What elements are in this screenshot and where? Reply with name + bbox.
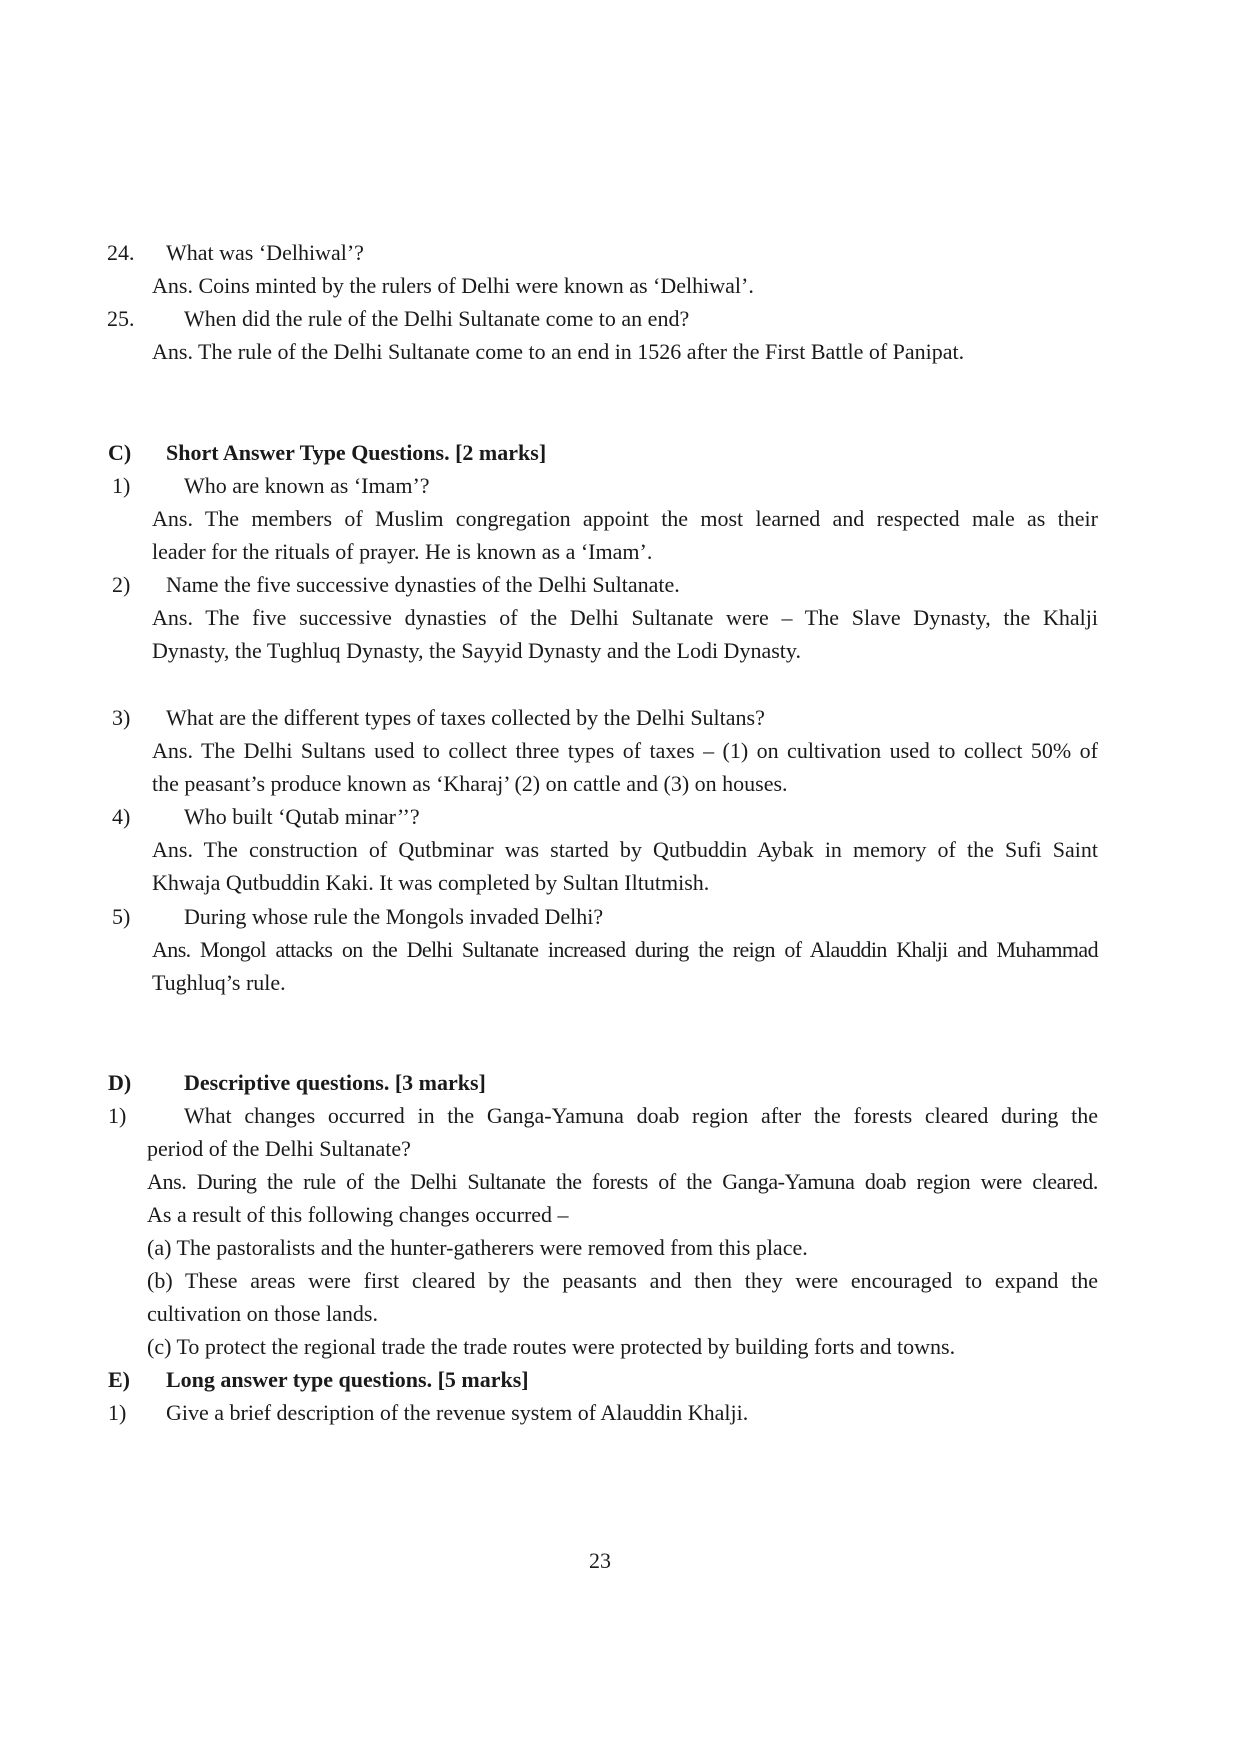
answer-text: (c) To protect the regional trade the trade routes were protected by building forts and towns. [147, 1334, 956, 1359]
section-title: Descriptive questions. [3 marks] [184, 1070, 486, 1095]
question-text: period of the Delhi Sultanate? [147, 1136, 411, 1161]
question-number: 5) [112, 904, 131, 929]
section-title: Long answer type questions. [5 marks] [166, 1367, 529, 1392]
question-number: 1) [108, 1400, 127, 1425]
question-text: Give a brief description of the revenue system of Alauddin Khalji. [166, 1400, 749, 1425]
question-text: What changes occurred in the Ganga-Yamuna doab region after the forests cleared during the [184, 1103, 1098, 1128]
question-text: What was ‘Delhiwal’? [166, 240, 364, 265]
answer-text: (b) These areas were first cleared by the peasants and then they were encouraged to expand the [147, 1268, 1098, 1293]
question-number: 25. [107, 306, 135, 331]
question-number: 2) [112, 572, 131, 597]
answer-text: Ans. The Delhi Sultans used to collect three types of taxes – (1) on cultivation used to collect 50% of [152, 738, 1098, 763]
answer-text: Tughluq’s rule. [152, 970, 286, 995]
answer-text: Ans. Coins minted by the rulers of Delhi were known as ‘Delhiwal’. [152, 273, 754, 298]
answer-text: Ans. The members of Muslim congregation appoint the most learned and respected male as their [152, 506, 1098, 531]
answer-text: Dynasty, the Tughluq Dynasty, the Sayyid Dynasty and the Lodi Dynasty. [152, 638, 801, 663]
question-number: 1) [108, 1103, 127, 1128]
question-number: 3) [112, 705, 131, 730]
answer-text: Ans. During the rule of the Delhi Sultanate the forests of the Ganga-Yamuna doab region were cleared. [147, 1169, 1098, 1194]
answer-text: Ans. The five successive dynasties of the Delhi Sultanate were – The Slave Dynasty, the Khalji [152, 605, 1098, 630]
question-text: When did the rule of the Delhi Sultanate come to an end? [184, 306, 690, 331]
question-number: 4) [112, 804, 131, 829]
question-text: Who built ‘Qutab minar’’? [184, 804, 420, 829]
answer-text: As a result of this following changes occurred – [147, 1202, 569, 1227]
answer-text: cultivation on those lands. [147, 1301, 378, 1326]
question-text: What are the different types of taxes collected by the Delhi Sultans? [166, 705, 765, 730]
answer-text: leader for the rituals of prayer. He is known as a ‘Imam’. [152, 539, 653, 564]
answer-text: (a) The pastoralists and the hunter-gatherers were removed from this place. [147, 1235, 808, 1260]
section-label: C) [108, 440, 132, 465]
section-label: E) [108, 1367, 130, 1392]
page-number: 23 [589, 1548, 611, 1573]
question-text: During whose rule the Mongols invaded Delhi? [184, 904, 604, 929]
question-text: Name the five successive dynasties of the Delhi Sultanate. [166, 572, 680, 597]
question-number: 1) [112, 473, 131, 498]
answer-text: Ans. The construction of Qutbminar was started by Qutbuddin Aybak in memory of the Sufi Saint [152, 837, 1098, 862]
answer-text: Khwaja Qutbuddin Kaki. It was completed by Sultan Iltutmish. [152, 870, 710, 895]
section-title: Short Answer Type Questions. [2 marks] [166, 440, 547, 465]
question-text: Who are known as ‘Imam’? [184, 473, 430, 498]
answer-text: Ans. The rule of the Delhi Sultanate come to an end in 1526 after the First Battle of Panipat. [152, 339, 965, 364]
section-label: D) [108, 1070, 132, 1095]
answer-text: Ans. Mongol attacks on the Delhi Sultanate increased during the reign of Alauddin Khalji and Muhammad [152, 937, 1098, 962]
answer-text: the peasant’s produce known as ‘Kharaj’ (2) on cattle and (3) on houses. [152, 771, 788, 796]
question-number: 24. [107, 240, 135, 265]
